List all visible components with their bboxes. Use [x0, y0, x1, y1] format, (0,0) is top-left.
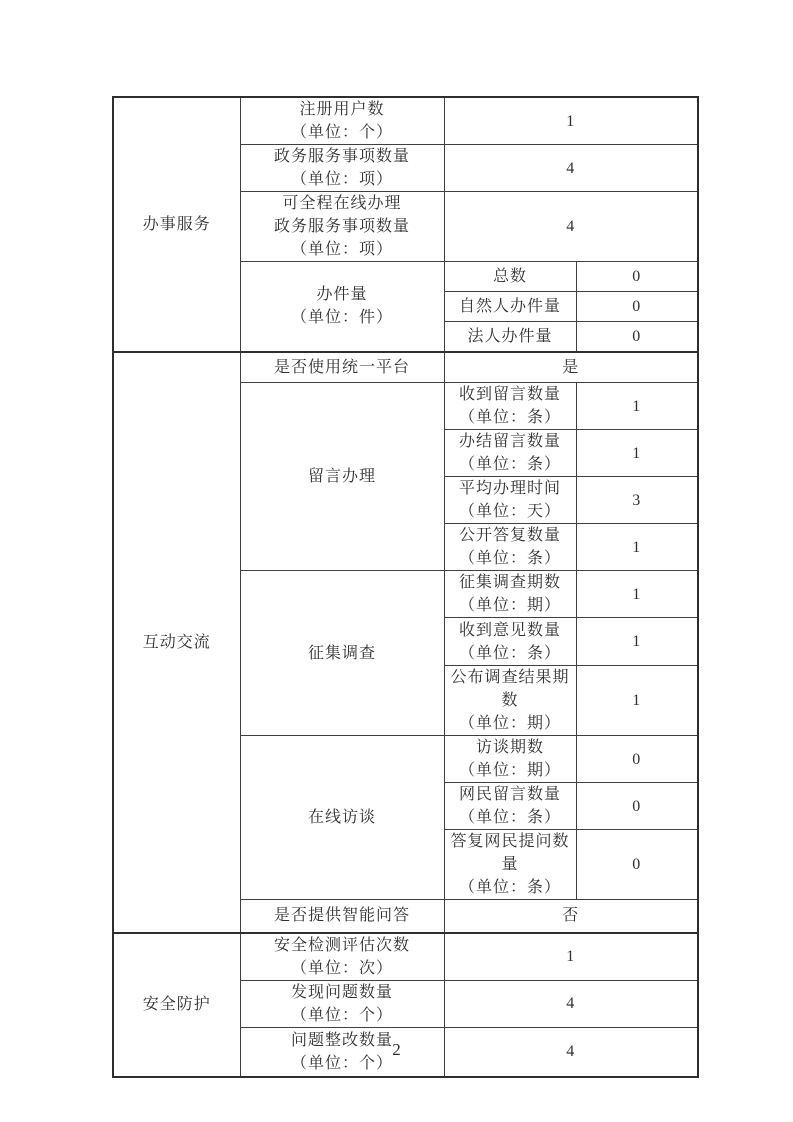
value-cell-case-legal-person: 0	[576, 322, 698, 352]
label-text: 平均办理时间	[458, 480, 561, 497]
label-text: 问题整改数量	[290, 1031, 393, 1049]
sublabel-cell-avg-handling-time	[444, 477, 576, 524]
unit-text: （单位：次）	[290, 959, 393, 977]
value-cell-messages-completed: 1	[576, 430, 698, 477]
sublabel-cell-survey-opinions	[444, 618, 576, 666]
value-cell-registered-users: 1	[444, 97, 698, 145]
unit-text: （单位：条）	[458, 456, 561, 473]
label-text: 收到意见数量	[458, 621, 561, 639]
value-cell-avg-handling-time: 3	[576, 477, 698, 524]
category-cell-interaction: 互动交流	[113, 352, 240, 933]
label-text: 收到留言数量	[458, 386, 561, 403]
value-cell-survey-periods: 1	[576, 571, 698, 618]
label-cell-security-assessments	[240, 933, 444, 981]
label-text: 访谈期数	[475, 739, 544, 756]
unit-text: （单位：期）	[458, 762, 561, 779]
unit-text: （单位：条）	[458, 644, 561, 662]
unit-text: （单位：条）	[458, 809, 561, 826]
label-text: 政务服务事项数量	[273, 218, 410, 235]
value-cell-problems-fixed: 4	[444, 1027, 698, 1077]
value-cell-interview-periods: 0	[576, 736, 698, 783]
value-cell-security-assessments: 1	[444, 933, 698, 981]
sublabel-cell-survey-results	[444, 666, 576, 736]
group-cell-message-handling: 留言办理	[240, 383, 444, 571]
category-cell-security: 安全防护	[113, 933, 240, 1078]
value-cell-problems-found: 4	[444, 980, 698, 1027]
unit-text: （单位：项）	[290, 241, 393, 258]
label-text: 办件量	[316, 286, 368, 304]
label-text: 办结留言数量	[458, 433, 561, 450]
label-cell-unified-platform: 是否使用统一平台	[240, 352, 444, 383]
group-cell-interviews: 在线访谈	[240, 736, 444, 900]
value-cell-survey-opinions: 1	[576, 618, 698, 666]
unit-text: （单位：个）	[290, 1054, 393, 1072]
value-cell-unified-platform: 是	[444, 352, 698, 383]
unit-text: （单位：件）	[290, 309, 393, 327]
sublabel-cell-messages-received	[444, 383, 576, 430]
unit-text: （单位：期）	[458, 715, 561, 732]
sublabel-cell-messages-completed	[444, 430, 576, 477]
sublabel-cell-case-legal-person: 法人办件量	[444, 322, 576, 352]
label-cell-problems-found	[240, 980, 444, 1027]
unit-text: （单位：个）	[290, 1006, 393, 1024]
unit-text: （单位：条）	[458, 550, 561, 567]
value-cell-service-items: 4	[444, 145, 698, 192]
group-cell-surveys: 征集调查	[240, 571, 444, 736]
label-text: 网民留言数量	[458, 786, 561, 803]
label-cell-case-volume	[240, 262, 444, 352]
label-text: 发现问题数量	[290, 983, 393, 1001]
value-cell-netizen-messages: 0	[576, 783, 698, 830]
sublabel-cell-netizen-messages	[444, 783, 576, 830]
value-cell-case-natural-person: 0	[576, 292, 698, 322]
value-cell-messages-received: 1	[576, 383, 698, 430]
label-cell-online-items	[240, 192, 444, 262]
unit-text: （单位：个）	[290, 124, 393, 141]
value-cell-online-items: 4	[444, 192, 698, 262]
page-number: 2	[392, 1040, 401, 1059]
sublabel-cell-survey-periods	[444, 571, 576, 618]
label-text: 公开答复数量	[458, 527, 561, 544]
label-cell-registered-users	[240, 97, 444, 145]
value-cell-survey-results: 1	[576, 666, 698, 736]
value-cell-case-total: 0	[576, 262, 698, 292]
value-cell-public-replies: 1	[576, 524, 698, 571]
label-text: 安全检测评估次数	[273, 936, 410, 954]
label-text: 答复网民提问数量	[450, 833, 570, 873]
sublabel-cell-netizen-replies	[444, 830, 576, 900]
report-table	[112, 96, 699, 1078]
sublabel-cell-interview-periods	[444, 736, 576, 783]
unit-text: （单位：项）	[290, 171, 393, 188]
value-cell-smart-qa: 否	[444, 900, 698, 933]
label-text: 可全程在线办理	[282, 195, 402, 212]
label-text: 注册用户数	[299, 101, 385, 118]
sublabel-cell-case-natural-person: 自然人办件量	[444, 292, 576, 322]
label-text: 公布调查结果期数	[450, 669, 570, 709]
unit-text: （单位：条）	[458, 409, 561, 426]
label-cell-smart-qa: 是否提供智能问答	[240, 900, 444, 933]
label-cell-service-items	[240, 145, 444, 192]
category-cell-service: 办事服务	[113, 97, 240, 352]
label-text: 征集调查期数	[458, 574, 561, 591]
value-cell-netizen-replies: 0	[576, 830, 698, 900]
unit-text: （单位：期）	[458, 597, 561, 614]
label-text: 政务服务事项数量	[273, 148, 410, 165]
sublabel-cell-case-total: 总数	[444, 262, 576, 292]
unit-text: （单位：条）	[458, 879, 561, 896]
sublabel-cell-public-replies	[444, 524, 576, 571]
unit-text: （单位：天）	[458, 503, 561, 520]
